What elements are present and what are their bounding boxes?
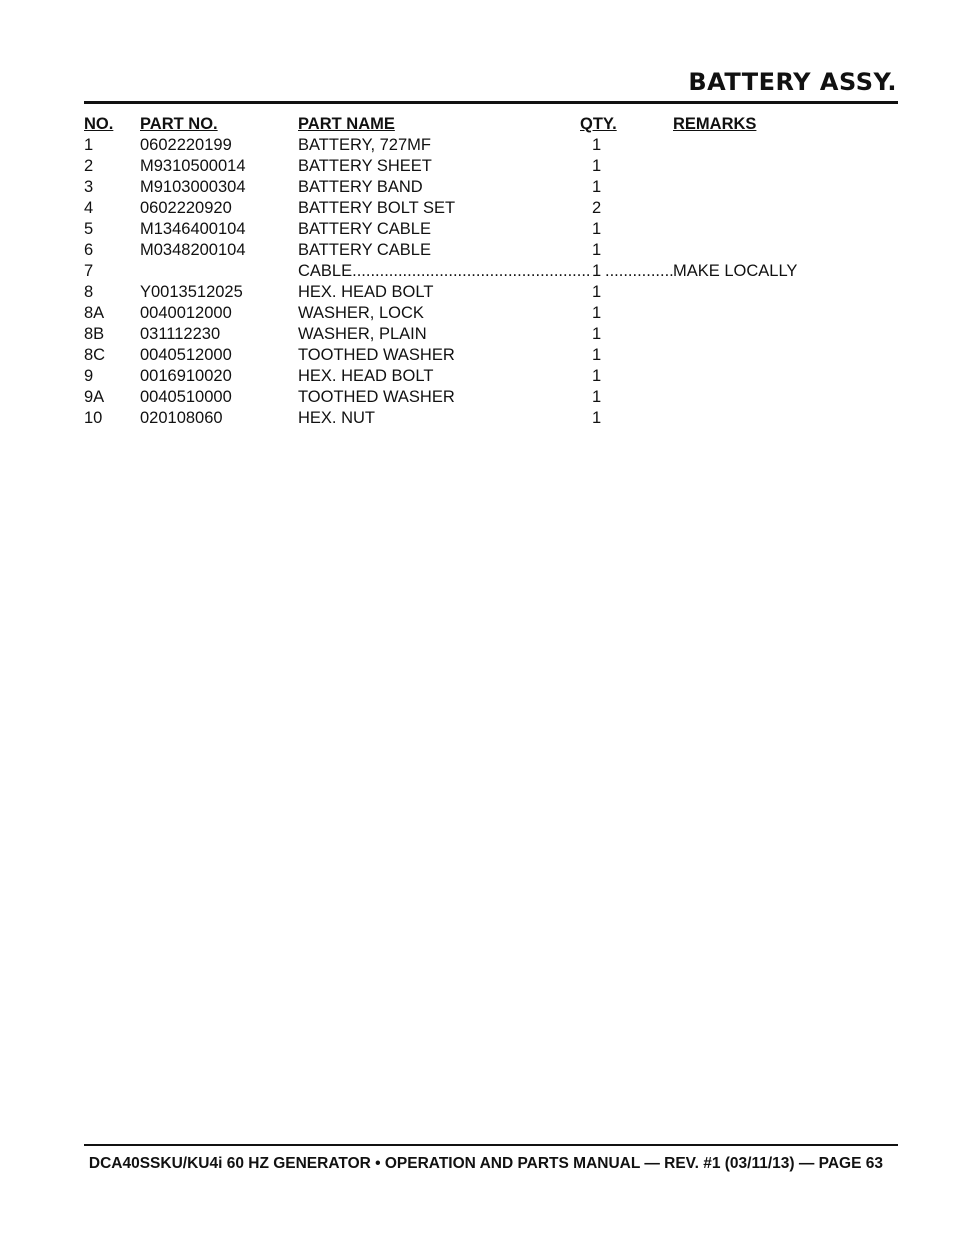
row-part-name: BATTERY BAND <box>298 178 423 196</box>
row-part-no: 031112230 <box>140 325 221 343</box>
row-part-name: BATTERY SHEET <box>298 157 432 175</box>
table-row <box>84 177 844 198</box>
row-no: 6 <box>84 241 94 259</box>
row-part-no: M0348200104 <box>140 241 246 259</box>
table-row <box>84 198 844 219</box>
row-part-name: HEX. HEAD BOLT <box>298 367 434 385</box>
table-row <box>84 135 844 156</box>
row-no: 7 <box>84 262 94 280</box>
table-row <box>84 345 844 366</box>
row-part-name: BATTERY BOLT SET <box>298 199 456 217</box>
row-part-no: Y0013512025 <box>140 283 243 301</box>
row-qty: 1 <box>592 262 602 280</box>
row-part-no: 0040012000 <box>140 304 232 322</box>
row-part-name: BATTERY CABLE <box>298 241 431 259</box>
row-qty: 2 <box>592 199 602 217</box>
table-row <box>84 387 844 408</box>
row-qty: 1 <box>592 178 602 196</box>
row-part-no: 0602220199 <box>140 136 232 154</box>
table-row <box>84 240 844 261</box>
row-part-name: BATTERY CABLE <box>298 220 431 238</box>
table-row <box>84 366 844 387</box>
row-part-name: TOOTHED WASHER <box>298 388 455 406</box>
table-row <box>84 324 844 345</box>
table-row <box>84 156 844 177</box>
row-qty: 1 <box>592 157 602 175</box>
row-part-name: BATTERY, 727MF <box>298 136 431 154</box>
row-no: 4 <box>84 199 94 217</box>
row-part-no: 020108060 <box>140 409 223 427</box>
row-qty: 1 <box>592 367 602 385</box>
row-part-name: TOOTHED WASHER <box>298 346 455 364</box>
header-remarks: REMARKS <box>673 115 757 133</box>
footer-divider <box>84 1144 898 1146</box>
page-footer: DCA40SSKU/KU4i 60 HZ GENERATOR • OPERATION AND PARTS MANUAL — REV. #1 (03/11/13) — PAGE 63 <box>88 1155 883 1172</box>
row-part-name: WASHER, LOCK <box>298 304 424 322</box>
row-qty: 1 <box>592 388 602 406</box>
row-qty: 1 <box>592 325 602 343</box>
row-qty: 1 <box>592 241 602 259</box>
row-no: 8A <box>84 304 105 322</box>
row-no: 9A <box>84 388 105 406</box>
header-no: NO. <box>84 115 114 133</box>
row-no: 3 <box>84 178 94 196</box>
row-no: 8C <box>84 346 106 364</box>
row-qty: 1 <box>592 283 602 301</box>
title-divider <box>84 101 898 104</box>
row-part-no: 0602220920 <box>140 199 232 217</box>
row-part-name: CABLE <box>298 262 353 280</box>
parts-table <box>84 114 844 429</box>
row-part-name: WASHER, PLAIN <box>298 325 427 343</box>
row-part-no: M1346400104 <box>140 220 246 238</box>
table-row <box>84 282 844 303</box>
row-part-no: 0040512000 <box>140 346 232 364</box>
table-header-row <box>84 114 844 135</box>
row-part-name-leader <box>298 261 592 282</box>
row-qty: 1 <box>592 136 602 154</box>
row-part-no: 0016910020 <box>140 367 232 385</box>
row-part-name: HEX. HEAD BOLT <box>298 283 434 301</box>
table-row <box>84 219 844 240</box>
row-part-no: 0040510000 <box>140 388 232 406</box>
header-qty: QTY. <box>580 115 617 133</box>
row-part-name: HEX. NUT <box>298 409 376 427</box>
table-row <box>84 408 844 429</box>
table-row <box>84 261 844 282</box>
row-no: 8B <box>84 325 105 343</box>
row-no: 5 <box>84 220 94 238</box>
page-title: BATTERY ASSY. <box>688 68 897 96</box>
row-qty: 1 <box>592 220 602 238</box>
row-remarks: MAKE LOCALLY <box>673 262 798 280</box>
row-no: 2 <box>84 157 94 175</box>
header-part-no: PART NO. <box>140 115 218 133</box>
row-no: 1 <box>84 136 94 154</box>
remarks-leader <box>605 261 673 282</box>
row-part-no: M9310500014 <box>140 157 246 175</box>
row-part-no: M9103000304 <box>140 178 246 196</box>
row-qty: 1 <box>592 346 602 364</box>
row-qty: 1 <box>592 409 602 427</box>
table-row <box>84 303 844 324</box>
row-qty: 1 <box>592 304 602 322</box>
row-no: 9 <box>84 367 94 385</box>
row-no: 10 <box>84 409 103 427</box>
header-part-name: PART NAME <box>298 115 395 133</box>
row-no: 8 <box>84 283 94 301</box>
